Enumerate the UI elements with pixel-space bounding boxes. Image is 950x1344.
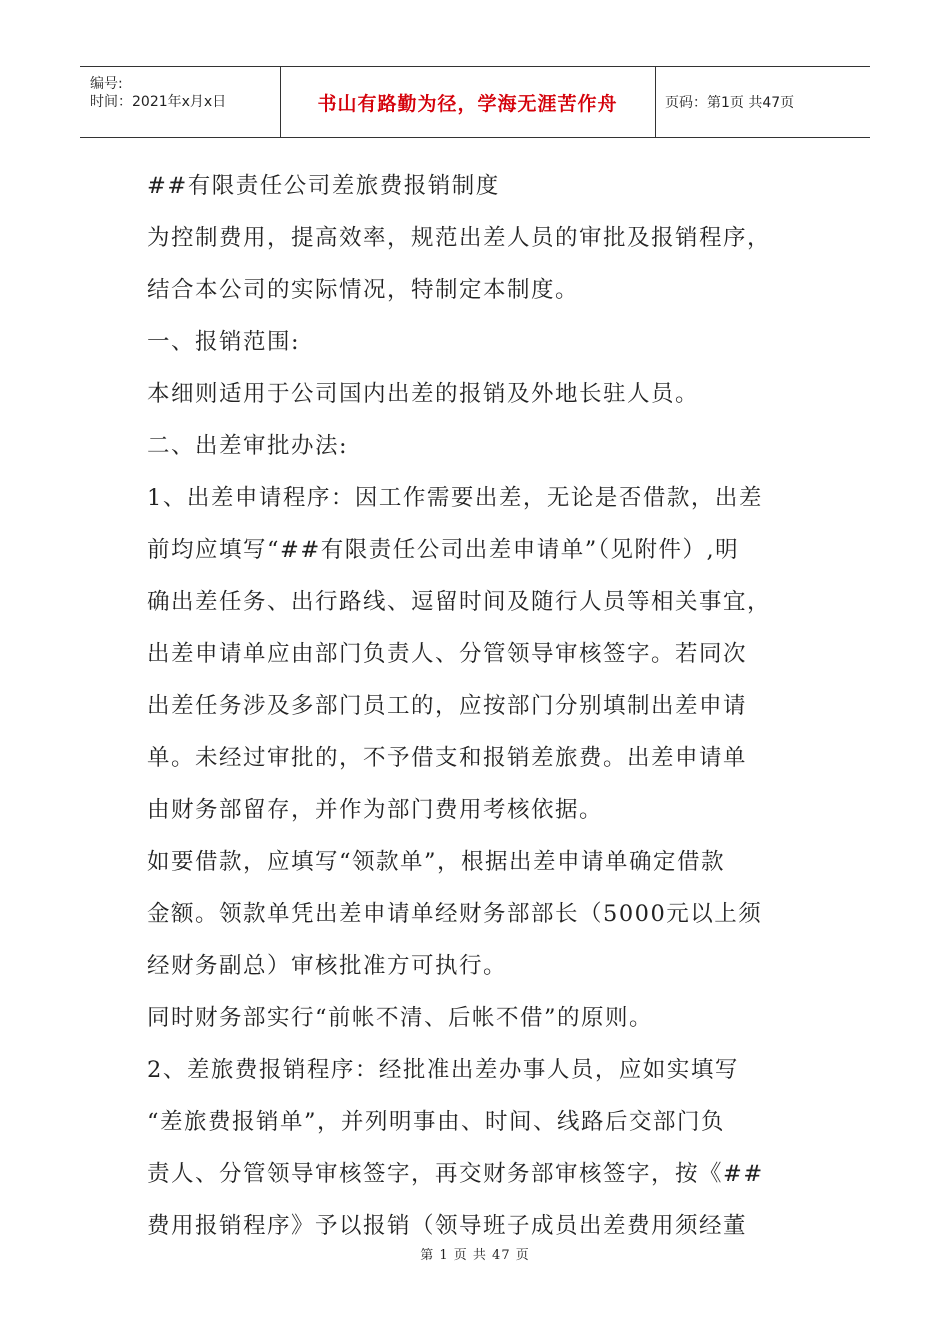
body-line: 1、出差申请程序：因工作需要出差，无论是否借款，出差 (147, 485, 763, 511)
document-number-label: 编号: (90, 76, 123, 92)
body-line: 由财务部留存，并作为部门费用考核依据。 (147, 797, 604, 823)
document-title: ##有限责任公司差旅费报销制度 (147, 173, 500, 199)
body-line: 经财务副总）审核批准方可执行。 (147, 953, 508, 979)
header-motto: 书山有路勤为径，学海无涯苦作舟 (280, 67, 656, 137)
header-meta-cell (80, 67, 281, 137)
body-line: 如要借款，应填写“领款单”，根据出差申请单确定借款 (147, 849, 726, 875)
document-date-label: 时间：2021年x月x日 (90, 94, 227, 110)
section-heading: 一、报销范围: (147, 329, 301, 355)
body-line: 单。未经过审批的，不予借支和报销差旅费。出差申请单 (147, 745, 748, 771)
body-line: 本细则适用于公司国内出差的报销及外地长驻人员。 (147, 381, 700, 407)
body-line: “差旅费报销单”，并列明事由、时间、线路后交部门负 (147, 1109, 726, 1135)
body-line: 前均应填写“##有限责任公司出差申请单”（见附件）,明 (147, 537, 740, 563)
body-line: 费用报销程序》予以报销（领导班子成员出差费用须经董 (147, 1213, 748, 1239)
page-footer: 第 1 页 共 47 页 (420, 1248, 530, 1263)
body-line: 为控制费用，提高效率，规范出差人员的审批及报销程序， (147, 225, 772, 251)
body-line: 责人、分管领导审核签字，再交财务部审核签字，按《## (147, 1161, 764, 1187)
page-header (80, 66, 870, 138)
body-line: 同时财务部实行“前帐不清、后帐不借”的原则。 (147, 1005, 654, 1031)
section-heading: 二、出差审批办法: (147, 433, 349, 459)
body-line: 出差申请单应由部门负责人、分管领导审核签字。若同次 (147, 641, 748, 667)
body-line: 金额。领款单凭出差申请单经财务部部长（5000元以上须 (147, 901, 763, 927)
body-line: 结合本公司的实际情况，特制定本制度。 (147, 277, 580, 303)
body-line: 确出差任务、出行路线、逗留时间及随行人员等相关事宜， (147, 589, 772, 615)
body-line: 2、差旅费报销程序：经批准出差办事人员，应如实填写 (147, 1057, 739, 1083)
document-body (147, 160, 807, 1252)
header-page-info: 页码：第1页 共47页 (665, 95, 795, 111)
body-line: 出差任务涉及多部门员工的，应按部门分别填制出差申请 (147, 693, 748, 719)
